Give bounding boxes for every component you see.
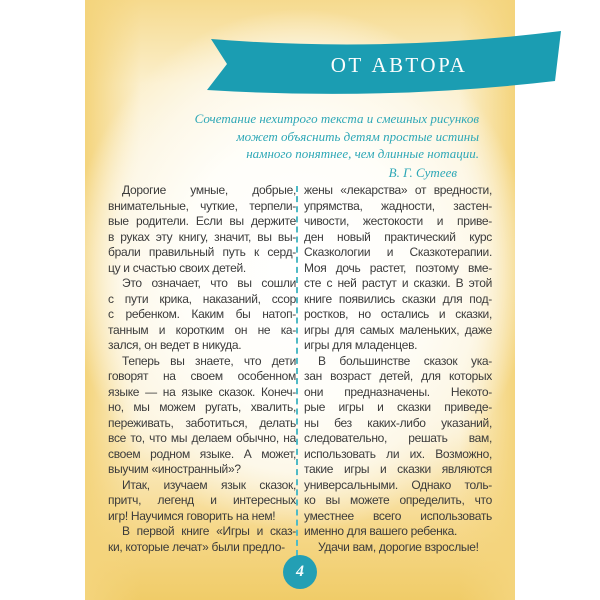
text-line: упрямства, жадности, застен- (304, 198, 492, 213)
text-line: игр! Научимся говорить на нем! (108, 508, 276, 523)
text-line: рые игры и сказки приведе- (304, 400, 492, 414)
epigraph (169, 110, 479, 181)
text-line: Это означает, что вы сошли (122, 276, 296, 290)
text-line: игры для младенцев. (304, 338, 418, 352)
text-line: цу и счастью своих детей. (108, 260, 246, 275)
text-line: следовательно, решать вам, (304, 431, 492, 445)
paragraph (108, 354, 296, 478)
text-line: Удачи вам, дорогие взрослые! (318, 539, 479, 554)
paragraph (304, 354, 492, 540)
text-line: переживать, заботиться, делать (108, 415, 296, 430)
text-line: выучим «иностранный»? (108, 462, 241, 476)
text-line: универсальными. Однако толь- (304, 477, 492, 492)
text-line: с ребенком. Каким бы натоп- (108, 307, 296, 321)
epigraph-author: В. Г. Сутеев (388, 164, 457, 180)
page-background (85, 0, 515, 600)
text-line: вые родители. Если вы держите (108, 214, 296, 228)
text-line: ростков, но остались и сказки, (304, 307, 492, 321)
text-line: но, мы можем ругать, хвалить, (108, 400, 296, 414)
paragraph (304, 183, 492, 354)
epigraph-line: Сочетание нехитрого текста и смешных рисунков (194, 111, 479, 126)
text-line: зался, он ведет в никуда. (108, 338, 242, 352)
ribbon-banner-icon (203, 26, 567, 98)
paragraph (108, 183, 296, 276)
paragraph (304, 540, 492, 556)
text-line: Моя дочь растет, поэтому вме- (304, 260, 492, 275)
page-number-badge: 4 (283, 555, 317, 589)
text-line: книге появились сказки для под- (304, 291, 492, 306)
text-column-left (108, 183, 296, 555)
text-line: Сказкологии и Сказкотерапии. (304, 245, 492, 259)
text-line: В первой книге «Игры и сказ- (122, 524, 296, 538)
text-line: сте с ней растут и сказки. В этой (304, 276, 492, 290)
text-line: с пути крика, наказаний, ссор (108, 291, 296, 306)
text-line: жены «лекарства» от вредности, (304, 183, 492, 197)
text-line: Дорогие умные, добрые, (122, 183, 296, 197)
text-line: уместнее всего использовать (304, 508, 492, 523)
text-line: они предназначены. Некото- (304, 384, 492, 399)
text-line: говорят на своем особенном (108, 369, 296, 383)
text-line: Итак, изучаем язык сказок, (122, 477, 296, 492)
text-line: ко вы можете определить, что (304, 493, 492, 507)
text-line: все то, что мы делаем обычно, на (108, 431, 296, 445)
text-line: именно для вашего ребенка. (304, 524, 458, 538)
text-line: зан возраст детей, для которых (304, 369, 492, 383)
text-line: ки, которые лечат» были предло- (108, 539, 285, 554)
text-line: притч, легенд и интересных (108, 493, 296, 507)
paragraph (108, 478, 296, 525)
paragraph (108, 276, 296, 354)
text-line: чивости, жестокости и приве- (304, 214, 492, 228)
text-line: В большинстве сказок ука- (318, 353, 492, 368)
epigraph-line: может объяснить детям простые истины (236, 128, 479, 144)
text-line: танным и коротким он не ка- (108, 322, 296, 337)
page-title: ОТ АВТОРА (330, 53, 468, 77)
text-line: своем родном языке. А может, (108, 446, 296, 461)
text-line: игры для самых маленьких, даже (304, 322, 492, 337)
paragraph (108, 524, 296, 555)
epigraph-line: намного понятнее, чем длинные нотации. (246, 146, 479, 161)
text-line: ны без каких-либо указаний, (304, 415, 492, 430)
text-line: внимательные, чуткие, терпели- (108, 198, 296, 213)
text-line: языке — на языке сказок. Конеч- (108, 384, 296, 399)
text-line: ден новый практический курс (304, 229, 492, 244)
text-columns (108, 183, 492, 555)
text-line: использовать ли их. Возможно, (304, 446, 492, 461)
column-divider (296, 186, 298, 556)
text-line: в руках эту книгу, значит, вы вы- (108, 229, 296, 244)
text-column-right (304, 183, 492, 555)
text-line: Теперь вы знаете, что дети (122, 353, 296, 368)
text-line: такие игры и сказки являются (304, 462, 492, 476)
text-line: брали правильный путь к серд- (108, 245, 296, 259)
title-ribbon (203, 26, 567, 98)
